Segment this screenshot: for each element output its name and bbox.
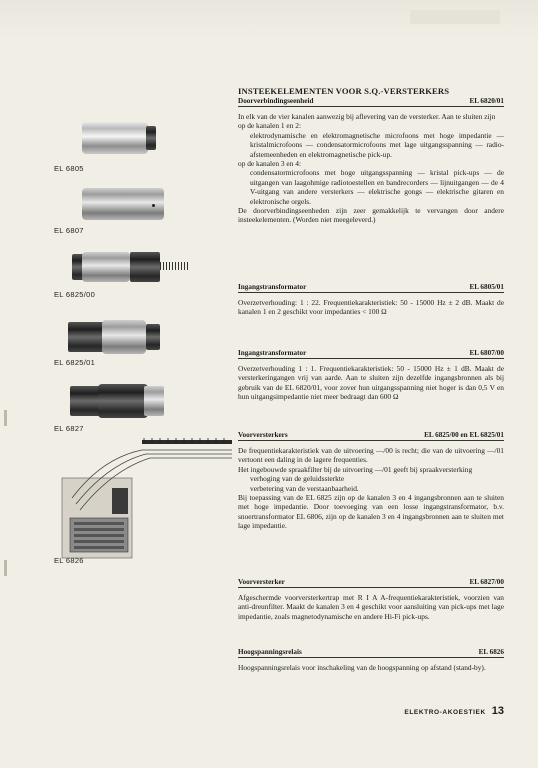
product-label: EL 6807	[54, 226, 84, 235]
section-title: Voorversterkers	[238, 431, 288, 439]
section-paragraph: Overzetverhouding 1 : 1. Frequentiekarakteristiek: 50 - 15000 Hz ± 1 dB. Maakt de versterkeringangen vrij van aarde. Aan te sluiten zijn dezelfde ingangsbronnen als bij gebruik van de EL 6820/01, voor zover hun uitgangsspanning niet hoger is dan 0,5 V en hun uitgangsimpedantie niet meer bedraagt dan 600 Ω	[238, 364, 504, 402]
section-paragraph: elektrodynamische en elektromagnetische microfoons met hoge impedantie — kristalmicrofoons — condensatormicrofoons met lage uitgangsspanning — radio-afstemeenheden en elektromagnetische pick-up.	[250, 130, 504, 159]
section-code: EL 6807/00	[469, 349, 504, 357]
section-code: EL 6825/00 en EL 6825/01	[424, 431, 504, 439]
section-header	[238, 578, 504, 588]
product-label: EL 6826	[54, 556, 84, 565]
section-doorverbindingseenheid	[238, 97, 504, 225]
product-el-6807	[52, 178, 237, 244]
product-label: EL 6825/00	[54, 290, 96, 299]
section-voorversterker	[238, 578, 504, 621]
product-el-6827	[52, 378, 237, 442]
product-label: EL 6825/01	[54, 358, 96, 367]
section-title: Doorverbindingseenheid	[238, 97, 314, 105]
section-body	[238, 112, 504, 225]
section-paragraph: Afgeschermde voorversterkertrap met R I A A-frequentiekarakteristiek, voorzien van anti-dreunfilter. Maakt de kanalen 3 en 4 geschikt voor aansluiting van pick-ups met lage impedantie, zoals magnetodynamische en andere Hi-Fi pick-ups.	[238, 593, 504, 621]
section-ingangstransformator-6807	[238, 349, 504, 402]
section-header	[238, 283, 504, 293]
section-code: EL 6827/00	[469, 578, 504, 586]
product-el-6827-image	[98, 384, 148, 418]
section-title: Ingangstransformator	[238, 283, 307, 291]
section-paragraph: Het ingebouwde spraakfilter bij de uitvoering —/01 geeft bij spraakversterking	[238, 464, 473, 474]
section-paragraph: verhoging van de geluidssterkte	[250, 474, 345, 484]
product-el-6825-00-image	[82, 252, 130, 282]
product-el-6825-01-image	[102, 320, 146, 354]
section-code: EL 6826	[478, 648, 504, 656]
section-header	[238, 648, 504, 658]
binding-mark	[4, 410, 7, 426]
product-el-6805	[52, 110, 237, 180]
product-el-6805-image	[82, 122, 148, 154]
section-paragraph: op de kanalen 1 en 2:	[238, 121, 302, 131]
section-title: Voorversterker	[238, 578, 285, 586]
section-title: Ingangstransformator	[238, 349, 307, 357]
section-body	[238, 663, 504, 672]
section-title: Hoogspanningsrelais	[238, 648, 302, 656]
product-label: EL 6827	[54, 424, 84, 433]
section-body	[238, 593, 504, 621]
product-label: EL 6805	[54, 164, 84, 173]
section-paragraph: De doorverbindingseenheden zijn zeer gemakkelijk te vervangen door andere insteekelementen. (Worden niet meegeleverd.)	[238, 206, 504, 225]
section-hoogspanningsrelais	[238, 648, 504, 672]
section-paragraph: condensatormicrofoons met hoge uitgangsspanning — kristal pick-ups — de uitgangen van laagohmige radiotoestellen en bandrecorders — lijnuitgangen — de 4 V-uitgang van andere versterkers — elektrische gongs — elektrische gitaren en elektronische orgels.	[250, 168, 504, 206]
section-header	[238, 97, 504, 107]
page-number: 13	[491, 705, 504, 717]
section-code: EL 6820/01	[469, 97, 504, 105]
footer-magazine: ELEKTRO-AKOESTIEK	[404, 709, 486, 716]
product-el-6826	[52, 438, 237, 588]
section-ingangstransformator-6805	[238, 283, 504, 317]
page-footer	[388, 705, 504, 717]
section-voorversterkers	[238, 431, 504, 531]
section-paragraph: Hoogspanningsrelais voor inschakeling van de hoogspanning op afstand (stand-by).	[238, 663, 486, 672]
product-el-6825-00	[52, 246, 237, 310]
section-paragraph: De frequentiekarakteristiek van de uitvoering —/00 is recht; die van de uitvoering —/01 vertoont een daling in de lagere frequenties.	[238, 446, 504, 465]
section-body	[238, 446, 504, 531]
section-code: EL 6805/01	[469, 283, 504, 291]
section-paragraph: Bij toepassing van de EL 6825 zijn op de kanalen 3 en 4 ingangsbronnen aan te sluiten met hoge impedantie. Door toevoeging van een losse ingangstransformator, b.v. snoertransformator EL 6806, zijn op de kanalen 3 en 4 ingangsbronnen aan te sluiten met lage impedantie.	[238, 493, 504, 531]
product-images-column	[52, 110, 237, 590]
page-title: INSTEEKELEMENTEN VOOR S.Q.-VERSTERKERS	[238, 86, 450, 96]
section-body	[238, 298, 504, 317]
section-header	[238, 431, 504, 441]
section-body	[238, 364, 504, 402]
page-top-band	[0, 0, 538, 40]
section-paragraph: Overzetverhouding: 1 : 22. Frequentiekarakteristiek: 50 - 15000 Hz ± 2 dB. Maakt de kanalen 1 en 2 geschikt voor impedanties < 100 Ω	[238, 298, 504, 317]
section-paragraph: verbetering van de verstaanbaarheid.	[250, 483, 359, 493]
section-paragraph: op de kanalen 3 en 4:	[238, 159, 302, 169]
product-el-6825-01	[52, 312, 237, 376]
product-el-6826-image	[52, 438, 237, 568]
binding-mark	[4, 560, 7, 576]
section-paragraph: In elk van de vier kanalen aanwezig bij aflevering van de versterker. Aan te sluiten zijn	[238, 112, 496, 121]
section-header	[238, 349, 504, 359]
